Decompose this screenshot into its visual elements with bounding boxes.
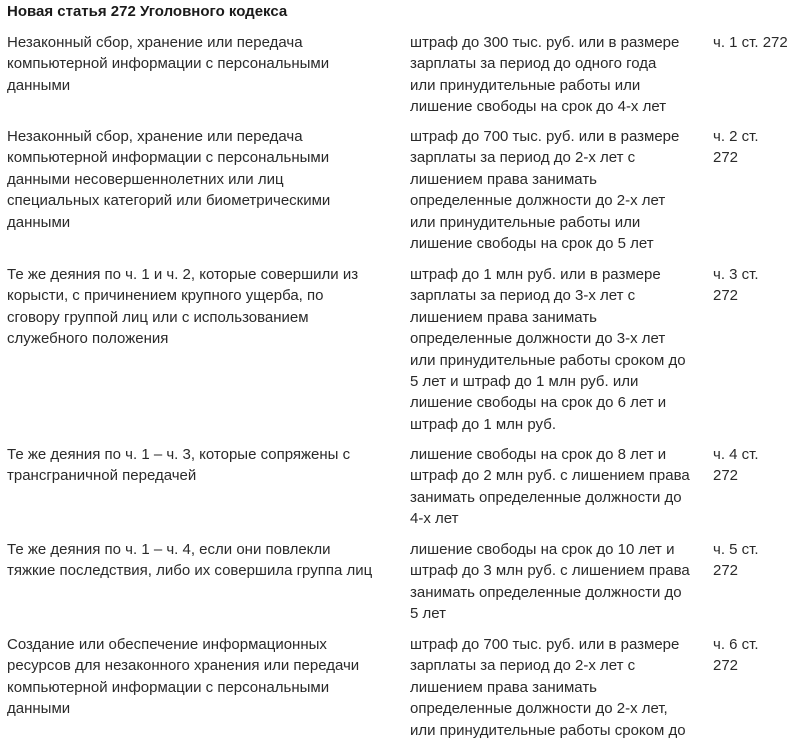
article-line: ч. 3 ст. [713, 266, 759, 283]
penalty-line: или принудительные работы сроком до [410, 351, 686, 369]
article-cell [713, 264, 793, 307]
article-line: 272 [713, 467, 739, 485]
penalty-line: лишением права занимать [410, 308, 598, 326]
penalty-line: или принудительные работы или [410, 76, 641, 94]
act-line: компьютерной информации с персональными [7, 678, 330, 696]
article-line: 272 [713, 562, 739, 580]
penalty-line: определенные должности до 2-х лет [410, 192, 666, 210]
penalty-cell [410, 634, 706, 741]
penalty-line: зарплаты за период до 2-х лет с [410, 657, 636, 675]
penalty-line: 5 лет [410, 605, 446, 623]
penalty-line: или принудительные работы или [410, 213, 641, 231]
penalty-line: штраф до 1 млн руб. или в размере [410, 266, 661, 283]
penalty-line: штраф до 1 млн руб. [410, 415, 556, 433]
act-line: Те же деяния по ч. 1 – ч. 3, которые сопряжены с [7, 446, 351, 463]
act-line: служебного положения [7, 330, 169, 348]
penalty-cell [410, 444, 706, 530]
act-cell [7, 634, 399, 720]
penalty-line: зарплаты за период до одного года [410, 55, 657, 73]
penalty-line: лишение свободы на срок до 5 лет [410, 235, 654, 253]
penalty-line: лишением права занимать [410, 170, 598, 188]
penalty-line: определенные должности до 3-х лет [410, 330, 666, 348]
penalty-line: или принудительные работы сроком до [410, 721, 686, 739]
act-line: Незаконный сбор, хранение или передача [7, 34, 303, 51]
article-line: ч. 5 ст. [713, 541, 759, 558]
article-cell [713, 634, 793, 677]
penalty-line: лишением права занимать [410, 678, 598, 696]
article-line: ч. 2 ст. [713, 128, 759, 145]
act-line: Незаконный сбор, хранение или передача [7, 128, 303, 145]
article-line: 272 [713, 149, 739, 167]
act-line: трансграничной передачей [7, 467, 197, 485]
article-cell [713, 444, 793, 487]
penalty-line: штраф до 300 тыс. руб. или в размере [410, 34, 680, 51]
act-line: данными несовершеннолетних или лиц [7, 170, 284, 188]
article-cell [713, 539, 793, 582]
act-line: сговору группой лиц или с использованием [7, 308, 309, 326]
act-line: компьютерной информации с персональными [7, 149, 330, 167]
penalty-line: занимать определенные должности до [410, 488, 682, 506]
penalty-cell [410, 264, 706, 435]
act-line: корысти, с причинением крупного ущерба, по [7, 287, 324, 305]
article-line: ч. 1 ст. 272 [713, 34, 788, 51]
article-line: 272 [713, 287, 739, 305]
act-line: ресурсов для незаконного хранения или передачи [7, 657, 360, 675]
act-cell [7, 126, 399, 233]
act-line: специальных категорий или биометрическими [7, 192, 331, 210]
act-line: компьютерной информации с персональными [7, 55, 330, 73]
act-cell [7, 444, 399, 487]
article-line: ч. 6 ст. [713, 636, 759, 653]
act-cell [7, 539, 399, 582]
act-line: тяжкие последствия, либо их совершила группа лиц [7, 562, 373, 580]
penalty-line: лишение свободы на срок до 10 лет и [410, 541, 675, 558]
article-cell [713, 126, 793, 169]
article-cell [713, 32, 793, 53]
penalty-line: 4-х лет [410, 510, 459, 528]
penalty-line: штраф до 700 тыс. руб. или в размере [410, 128, 680, 145]
article-line: ч. 4 ст. [713, 446, 759, 463]
penalty-line: зарплаты за период до 3-х лет с [410, 287, 636, 305]
penalty-cell [410, 539, 706, 625]
act-line: Те же деяния по ч. 1 – ч. 4, если они повлекли [7, 541, 331, 558]
table-title: Новая статья 272 Уголовного кодекса [7, 3, 288, 20]
penalty-line: штраф до 3 млн руб. с лишением права [410, 562, 690, 580]
penalty-line: штраф до 700 тыс. руб. или в размере [410, 636, 680, 653]
article-line: 272 [713, 657, 739, 675]
act-cell [7, 264, 399, 350]
penalty-line: 5 лет и штраф до 1 млн руб. или [410, 373, 639, 391]
penalty-line: штраф до 2 млн руб. с лишением права [410, 467, 690, 485]
penalty-cell [410, 32, 706, 118]
act-line: Те же деяния по ч. 1 и ч. 2, которые совершили из [7, 266, 359, 283]
act-line: Создание или обеспечение информационных [7, 636, 327, 653]
act-cell [7, 32, 399, 96]
act-line: данными [7, 700, 71, 718]
penalty-line: зарплаты за период до 2-х лет с [410, 149, 636, 167]
penalty-line: лишение свободы на срок до 8 лет и [410, 446, 667, 463]
penalty-line: лишение свободы на срок до 4-х лет [410, 98, 667, 116]
act-line: данными [7, 213, 71, 231]
penalty-line: лишение свободы на срок до 6 лет и [410, 394, 667, 412]
penalty-line: занимать определенные должности до [410, 583, 682, 601]
penalty-line: определенные должности до 2-х лет, [410, 700, 668, 718]
act-line: данными [7, 76, 71, 94]
penalty-cell [410, 126, 706, 254]
